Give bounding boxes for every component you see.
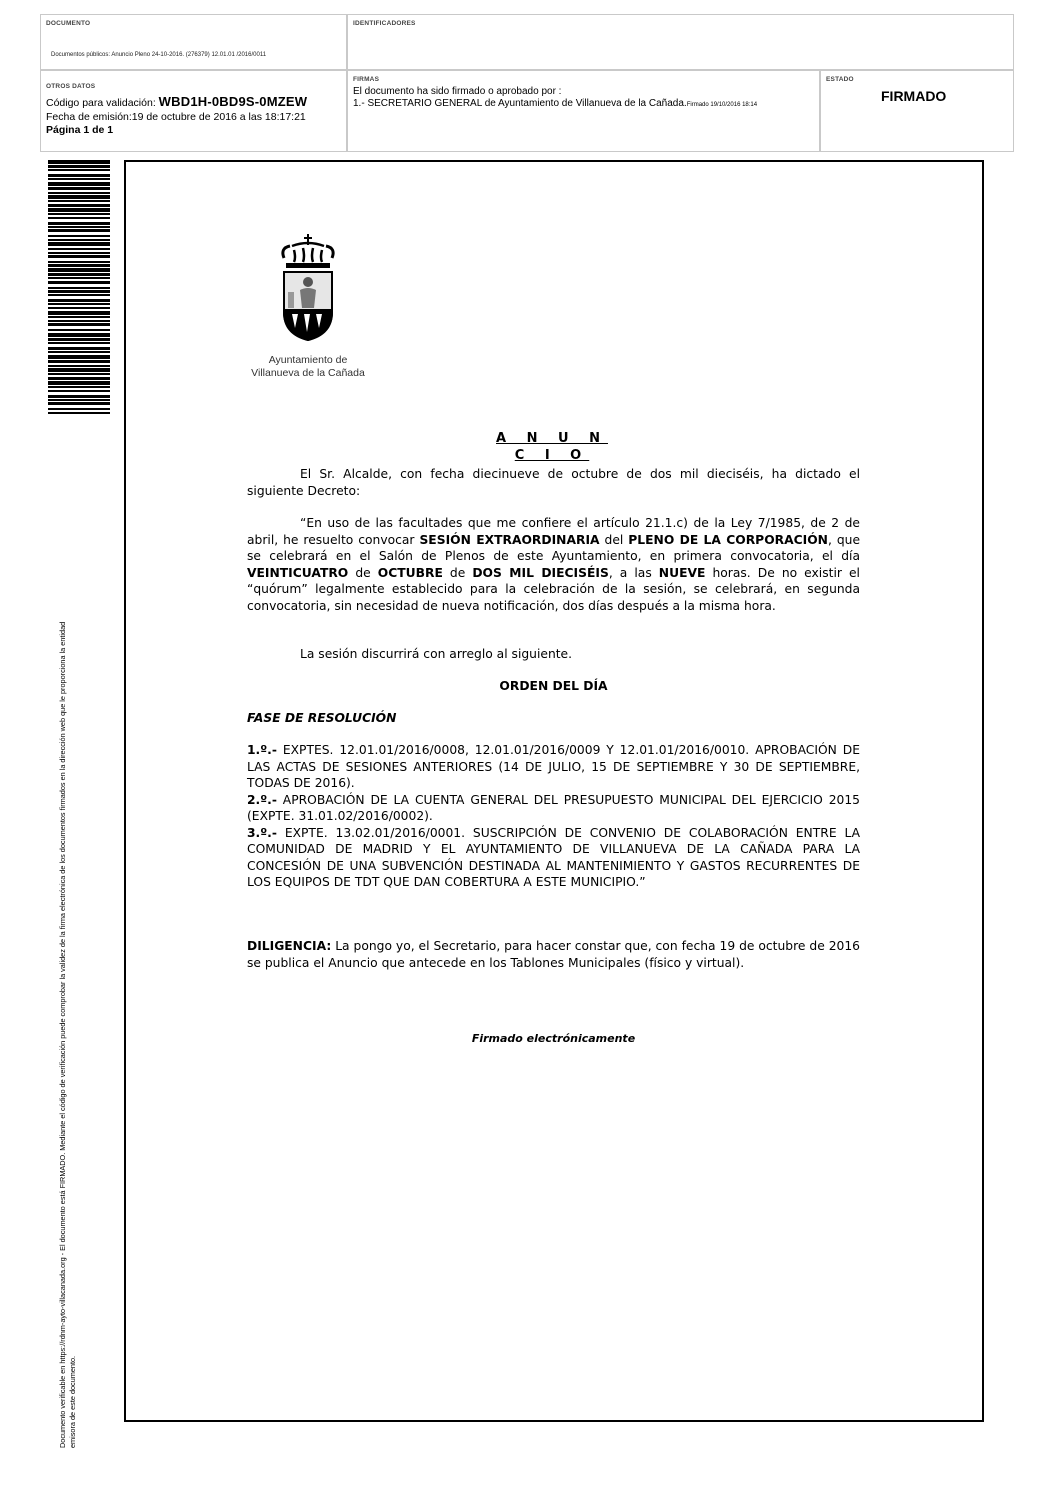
header-estado-cell (820, 70, 1014, 152)
emission-date-label: Fecha de emisión: (46, 111, 132, 123)
diligencia-paragraph (247, 938, 860, 971)
municipal-crest-icon (270, 232, 346, 344)
decree-text-1: “En uso de las facultades que me confiere el artículo 21.1.c) de la Ley 7/1985, de 2 de abril, he resuelto convocar (247, 516, 860, 547)
document-title: A N U N C I O (496, 431, 608, 463)
documento-value: Documentos públicos: Anuncio Pleno 24-10-2016. (276379) 12.01.01 /2016/0011 (51, 52, 267, 58)
verification-side-text-line2: emisora de este documento. (67, 1355, 77, 1448)
agenda-item-number: 1.º.- (247, 743, 277, 757)
agenda-item (247, 742, 860, 792)
orden-del-dia-heading: ORDEN DEL DÍA (499, 679, 608, 693)
header-documento-cell (40, 14, 347, 70)
decree-bold-day: VEINTICUATRO (247, 565, 349, 580)
decree-text-4: de (348, 565, 378, 580)
crest-caption (228, 354, 388, 380)
estado-caption: ESTADO (826, 76, 854, 83)
validation-code-label: Código para validación: (46, 97, 156, 109)
decree-paragraph (247, 515, 860, 614)
estado-value: FIRMADO (881, 88, 947, 104)
decree-bold-month: OCTUBRE (377, 565, 443, 580)
header-otros-datos-cell (40, 70, 347, 152)
header-firmas-cell (347, 70, 820, 152)
diligencia-text: La pongo yo, el Secretario, para hacer constar que, con fecha 19 de octubre de 2016 se publica el Anuncio que antecede en los Tablones Municipales (físico y virtual). (247, 939, 860, 970)
header-identificadores-cell (347, 14, 1014, 70)
otros-datos-caption: OTROS DATOS (46, 83, 96, 90)
firmas-caption: FIRMAS (353, 76, 380, 83)
firmas-intro: El documento ha sido firmado o aprobado por : (353, 86, 562, 97)
page-indicator: Página 1 de 1 (46, 124, 114, 136)
validation-code-line (46, 94, 307, 109)
agenda-item-number: 2.º.- (247, 792, 277, 807)
agenda-item (247, 825, 860, 891)
agenda-list (247, 742, 860, 891)
decree-bold-year: DOS MIL DIECISÉIS (472, 565, 609, 580)
agenda-item-number: 3.º.- (247, 825, 277, 840)
verification-side-text-line1: Documento verificable en https://rdnm-ayto-villacanada.org - El documento está FIRMADO. Mediante el código de verificación puede comprobar la validez de la firma electrónica de los documentos firmados en la dirección web que le proporciona la entidad (58, 621, 67, 1448)
decree-bold-hour: NUEVE (658, 565, 706, 580)
firmas-signer: 1.- SECRETARIO GENERAL de Ayuntamiento de Villanueva de la Cañada. (353, 98, 687, 109)
emission-date-line (46, 111, 306, 123)
decree-text-5: de (442, 565, 473, 580)
emission-date-value: 19 de octubre de 2016 a las 18:17:21 (131, 111, 306, 123)
verification-side-text (58, 438, 77, 1448)
barcode (48, 160, 110, 415)
crest-caption-line1: Ayuntamiento de (268, 354, 348, 366)
session-line: La sesión discurrirá con arreglo al siguiente. (300, 647, 573, 661)
electronic-signature-note: Firmado electrónicamente (471, 1032, 636, 1045)
agenda-item-text: EXPTES. 12.01.01/2016/0008, 12.01.01/2016/0009 Y 12.01.01/2016/0010. APROBACIÓN DE LAS ACTAS DE SESIONES ANTERIORES (14 DE JULIO, 15 DE SEPTIEMBRE Y 30 DE SEPTIEMBRE, TODAS DE 2016). (247, 743, 860, 790)
documento-caption: DOCUMENTO (46, 20, 91, 27)
decree-text-6: , a las (608, 565, 659, 580)
decree-bold-pleno: PLENO DE LA CORPORACIÓN (628, 532, 828, 547)
agenda-item (247, 792, 860, 825)
crest-caption-line2: Villanueva de la Cañada (251, 367, 365, 379)
identificadores-caption: IDENTIFICADORES (353, 20, 416, 27)
decree-text-7: horas. De no existir el “quórum” legalmente establecido para la celebración de la sesión, se celebrará, en segunda convocatoria, sin necesidad de nueva notificación, dos días después a la misma hora. (247, 565, 860, 613)
diligencia-label: DILIGENCIA: (247, 939, 332, 953)
firmas-signed-at: Firmado 19/10/2016 18:14 (686, 102, 758, 108)
fase-resolucion-heading: FASE DE RESOLUCIÓN (247, 711, 397, 725)
decree-bold-sesion: SESIÓN EXTRAORDINARIA (419, 532, 600, 547)
intro-paragraph: El Sr. Alcalde, con fecha diecinueve de octubre de dos mil dieciséis, ha dictado el siguiente Decreto: (247, 467, 860, 498)
firmas-signer-line (353, 98, 757, 109)
validation-code: WBD1H-0BD9S-0MZEW (158, 94, 308, 109)
decree-text-2: del (599, 532, 629, 547)
agenda-item-text: EXPTE. 13.02.01/2016/0001. SUSCRIPCIÓN DE CONVENIO DE COLABORACIÓN ENTRE LA COMUNIDAD DE MADRID Y EL AYUNTAMIENTO DE VILLANUEVA DE LA CAÑADA PARA LA CONCESIÓN DE UNA SUBVENCIÓN DESTINADA AL MANTENIMIENTO Y GASTOS RECURRENTES DE LOS EQUIPOS DE TDT QUE DAN COBERTURA A ESTE MUNICIPIO.” (247, 825, 860, 889)
agenda-item-text: APROBACIÓN DE LA CUENTA GENERAL DEL PRESUPUESTO MUNICIPAL DEL EJERCICIO 2015 (EXPTE. 31.01.02/2016/0002). (247, 792, 860, 823)
decree-text-3: , que se celebrará en el Salón de Plenos de este Ayuntamiento, en primera convocatoria, el día (247, 532, 861, 563)
